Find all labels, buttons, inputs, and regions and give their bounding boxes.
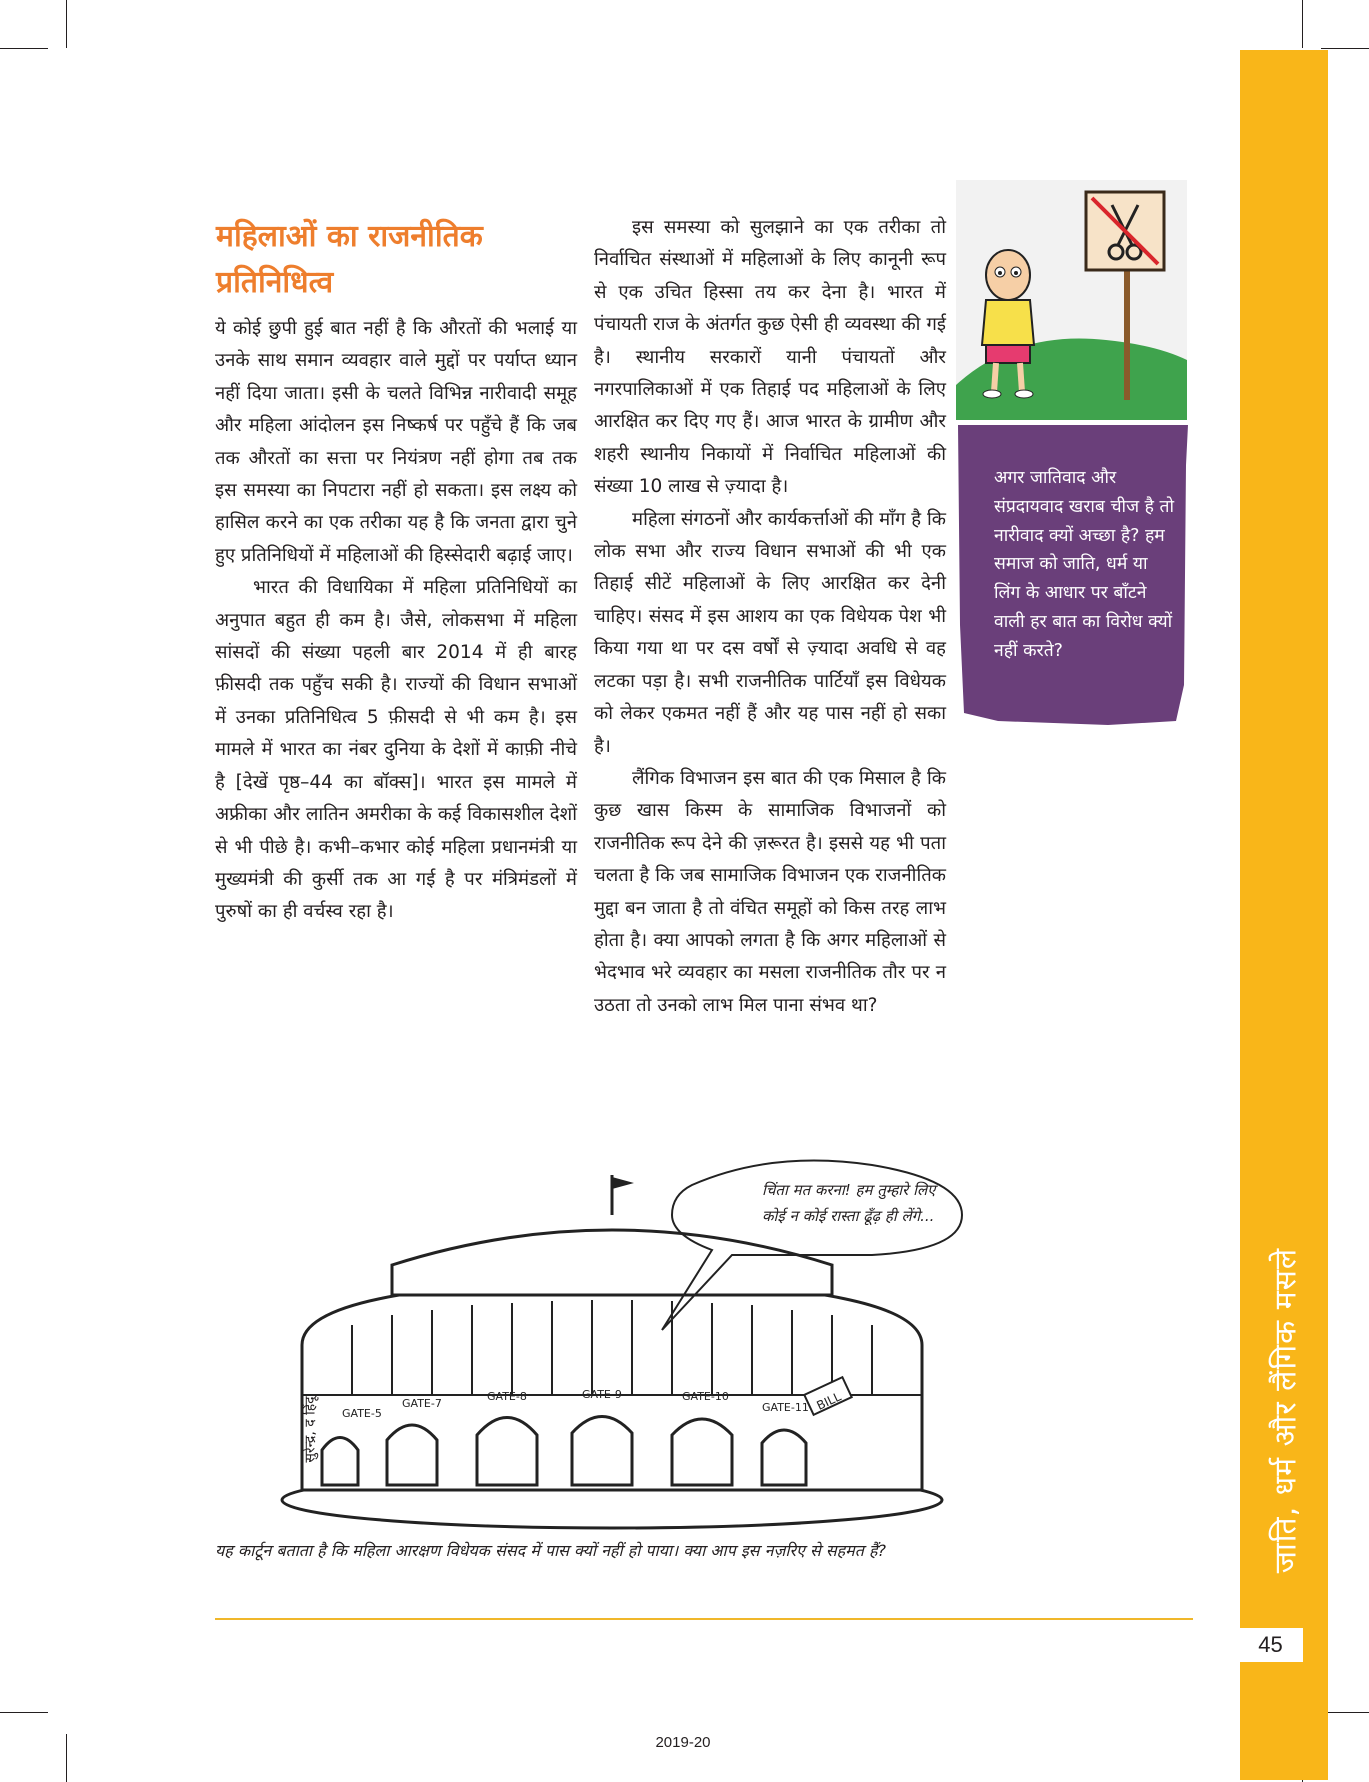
crop-mark xyxy=(1321,1712,1369,1713)
chapter-title: जाति, धर्म और लैंगिक मसले xyxy=(1268,1247,1304,1573)
section-heading-line1: महिलाओं का राजनीतिक xyxy=(216,219,483,254)
boy-with-sign-illustration xyxy=(956,180,1187,420)
crop-mark xyxy=(66,1734,67,1782)
paragraph: लैंगिक विभाजन इस बात की एक मिसाल है कि कुछ खास किस्म के सामाजिक विभाजनों को राजनीतिक रूप देने की ज़रूरत है। इससे यह भी पता चलता है कि जब सामाजिक विभाजन एक राजनीतिक मुद्दा बन जाता है तो वंचित समूहों को किस तरह लाभ होता है। क्या आपको लगता है कि अगर महिलाओं से भेदभाव भरे व्यवहार का मसला राजनीतिक तौर पर न उठता तो उनको लाभ मिल पाना संभव था? xyxy=(594,767,946,1016)
page-number: 45 xyxy=(1238,1628,1303,1662)
gate-label: GATE-5 xyxy=(342,1407,382,1420)
section-heading xyxy=(216,214,576,306)
crop-mark xyxy=(0,1712,48,1713)
left-column xyxy=(215,313,577,929)
edition-year: 2019-20 xyxy=(655,1734,711,1751)
paragraph: इस समस्या को सुलझाने का एक तरीका तो निर्वाचित संस्थाओं में महिलाओं के लिए कानूनी रूप से एक उचित हिस्सा तय कर देना है। भारत में पंचायती राज के अंतर्गत कुछ ऐसी ही व्यवस्था की गई है। स्थानीय सरकारों यानी पंचायतों और नगरपालिकाओं में एक तिहाई पद महिलाओं के लिए आरक्षित कर दिए गए हैं। आज भारत के ग्रामीण और शहरी स्थानीय निकायों में निर्वाचित महिलाओं की संख्या 10 लाख से ज़्यादा है। xyxy=(594,217,946,498)
chapter-title-container xyxy=(1240,1240,1328,1580)
paragraph: भारत की विधायिका में महिला प्रतिनिधियों का अनुपात बहुत ही कम है। जैसे, लोकसभा में महिला सांसदों की संख्या पहली बार 2014 में ही बारह फ़ीसदी तक पहुँच सकी है। राज्यों की विधान सभाओं में उनका प्रतिनिधित्व 5 फ़ीसदी से भी कम है। इस मामले में भारत का नंबर दुनिया के देशों में काफ़ी नीचे है [देखें पृष्ठ–44 का बॉक्स]। भारत इस मामले में अफ्रीका और लातिन अमरीका के कई विकासशील देशों से भी पीछे है। कभी–कभार कोई महिला प्रधानमंत्री या मुख्यमंत्री की कुर्सी तक आ गई है पर मंत्रिमंडलों में पुरुषों का ही वर्चस्व रहा है। xyxy=(215,577,577,923)
gate-label: GATE-8 xyxy=(487,1390,527,1403)
cartoon-speech-bubble: चिंता मत करना! हम तुम्हारे लिए कोई न कोई रास्ता ढूँढ़ ही लेंगे... xyxy=(762,1181,936,1225)
crop-mark xyxy=(66,0,67,48)
gate-label: GATE-10 xyxy=(682,1390,729,1403)
cartoon-caption: यह कार्टून बताता है कि महिला आरक्षण विधेयक संसद में पास क्यों नहीं हो पाया। क्या आप इस नज़रिए से सहमत हैं? xyxy=(215,1541,886,1560)
crop-mark xyxy=(1321,48,1369,49)
crop-mark xyxy=(0,48,48,49)
section-heading-line2: प्रतिनिधित्व xyxy=(216,265,334,300)
right-column xyxy=(594,212,946,1022)
cartoonist-signature: सुरेन्द्र, द हिंदू xyxy=(302,1396,319,1463)
paragraph: महिला संगठनों और कार्यकर्त्ताओं की माँग है कि लोक सभा और राज्य विधान सभाओं की भी एक तिहाई सीटें महिलाओं के लिए आरक्षित कर देनी चाहिए। संसद में इस आशय का एक विधेयक पेश भी किया गया था पर दस वर्षों से ज़्यादा अवधि से वह लटका पड़ा है। सभी राजनीतिक पार्टियाँ इस विधेयक को लेकर एकमत नहीं हैं और यह पास नहीं हो सका है। xyxy=(594,508,946,757)
gate-label: GATE-7 xyxy=(402,1397,442,1410)
gate-label: GATE-11 xyxy=(762,1401,809,1414)
question-box-text: अगर जातिवाद और संप्रदायवाद खराब चीज है तो नारीवाद क्यों अच्छा है? हम समाज को जाति, धर्म या लिंग के आधार पर बाँटने वाली हर बात का विरोध क्यों नहीं करते? xyxy=(994,468,1174,661)
paragraph: ये कोई छुपी हुई बात नहीं है कि औरतों की भलाई या उनके साथ समान व्यवहार वाले मुद्दों पर पर्याप्त ध्यान नहीं दिया जाता। इसी के चलते विभिन्न नारीवादी समूह और महिला आंदोलन इस निष्कर्ष पर पहुँचे हैं कि जब तक औरतों का सत्ता पर नियंत्रण नहीं होगा तब तक इस समस्या का निपटारा नहीं हो सकता। इस लक्ष्य को हासिल करने का एक तरीका यह है कि जनता द्वारा चुने हुए प्रतिनिधियों में महिलाओं की हिस्सेदारी बढ़ाई जाए। xyxy=(215,318,577,566)
bill-sign: BILL xyxy=(814,1389,844,1413)
gate-label: GATE-9 xyxy=(582,1388,622,1401)
footer-rule xyxy=(215,1618,1193,1620)
crop-mark xyxy=(1302,0,1303,48)
